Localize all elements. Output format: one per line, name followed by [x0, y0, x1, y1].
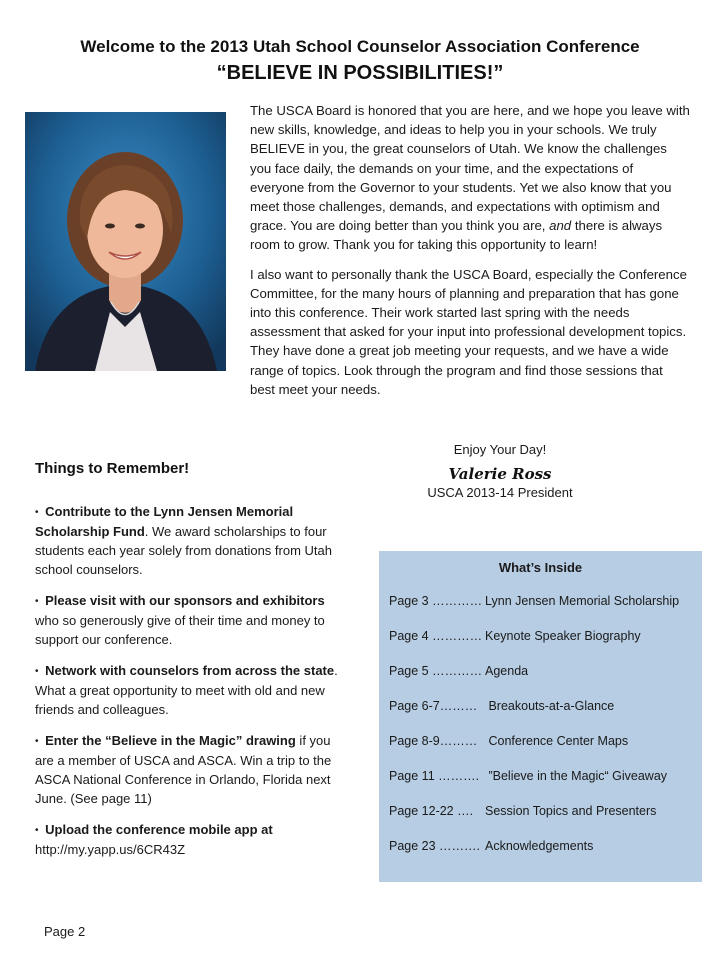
- letter-closing: [380, 441, 620, 500]
- welcome-letter: [250, 101, 690, 409]
- toc-row: Page 8-9……… Conference Center Maps: [389, 734, 629, 748]
- whats-inside-heading: What’s Inside: [498, 560, 583, 575]
- welcome-paragraph-1: The USCA Board is honored that you are here, and we hope you leave with new skills, knowledge, and ideas to help you in your schools. We truly BELIEVE in you, the great counselors of Utah. We know the challenges you face daily, the demands on your time, and the expectations of everyone from the Governor to your students. Yet we also know that you meet those challenges, demands, and expectations with optimism and grace. You are doing better than you think you are, and there is always room to grow. Thank you for taking this opportunity to learn!: [250, 103, 690, 253]
- conference-theme: “BELIEVE IN POSSIBILITIES!”: [216, 62, 504, 84]
- toc-row: Page 11 ………. ”Believe in the Magic“ Giveaway: [389, 769, 668, 783]
- app-link[interactable]: http://my.yapp.us/6CR43Z: [35, 842, 186, 857]
- bullet-icon: •: [35, 736, 39, 747]
- list-item: • Please visit with our sponsors and exhibitors who so generously give of their time and money to support our conference.: [35, 593, 325, 647]
- conference-title: Welcome to the 2013 Utah School Counselor Association Conference: [80, 37, 640, 56]
- whats-inside-box: [379, 551, 702, 882]
- toc-row: Page 5 ………… Agenda: [389, 664, 529, 678]
- bullet-icon: •: [35, 666, 39, 677]
- things-to-remember-list: [35, 502, 340, 871]
- bullet-icon: •: [35, 825, 39, 836]
- list-item: • Upload the conference mobile app at http://my.yapp.us/6CR43Z: [35, 822, 273, 857]
- toc-row: Page 4 ………… Keynote Speaker Biography: [389, 629, 641, 643]
- toc-row: Page 3 ………… Lynn Jensen Memorial Scholarship: [389, 594, 680, 608]
- closing-greeting: Enjoy Your Day!: [453, 442, 547, 457]
- list-item: • Enter the “Believe in the Magic” drawing if you are a member of USCA and ASCA. Win a trip to the ASCA National Conference in Orlando, Florida next June. (See page 11): [35, 733, 332, 806]
- signature: Valerie Ross: [448, 465, 552, 483]
- toc-row: Page 23 ………. Acknowledgements: [389, 839, 594, 853]
- president-photo: [25, 112, 226, 371]
- toc-row: Page 6-7……… Breakouts-at-a-Glance: [389, 699, 615, 713]
- list-item: • Contribute to the Lynn Jensen Memorial Scholarship Fund. We award scholarships to four students each year solely from donations from Utah school counselors.: [35, 504, 332, 577]
- welcome-paragraph-2: I also want to personally thank the USCA Board, especially the Conference Committee, for the many hours of planning and preparation that has gone into this conference. Their work started last spring with the needs assessment that asked for your input into professional development topics. They have done a great job meeting your requests, and we have a wide range of topics. Look through the program and find those sessions that best meet your needs.: [250, 266, 687, 397]
- signer-title: USCA 2013-14 President: [427, 485, 573, 500]
- toc-row: Page 12-22 …. Session Topics and Presenters: [389, 804, 657, 818]
- portrait-image: [25, 112, 226, 371]
- list-item: • Network with counselors from across the state. What a great opportunity to meet with old and new friends and colleagues.: [35, 663, 338, 717]
- bullet-icon: •: [35, 596, 39, 607]
- bullet-icon: •: [35, 507, 39, 518]
- things-to-remember-heading: Things to Remember!: [35, 460, 190, 477]
- page-number: Page 2: [44, 924, 86, 939]
